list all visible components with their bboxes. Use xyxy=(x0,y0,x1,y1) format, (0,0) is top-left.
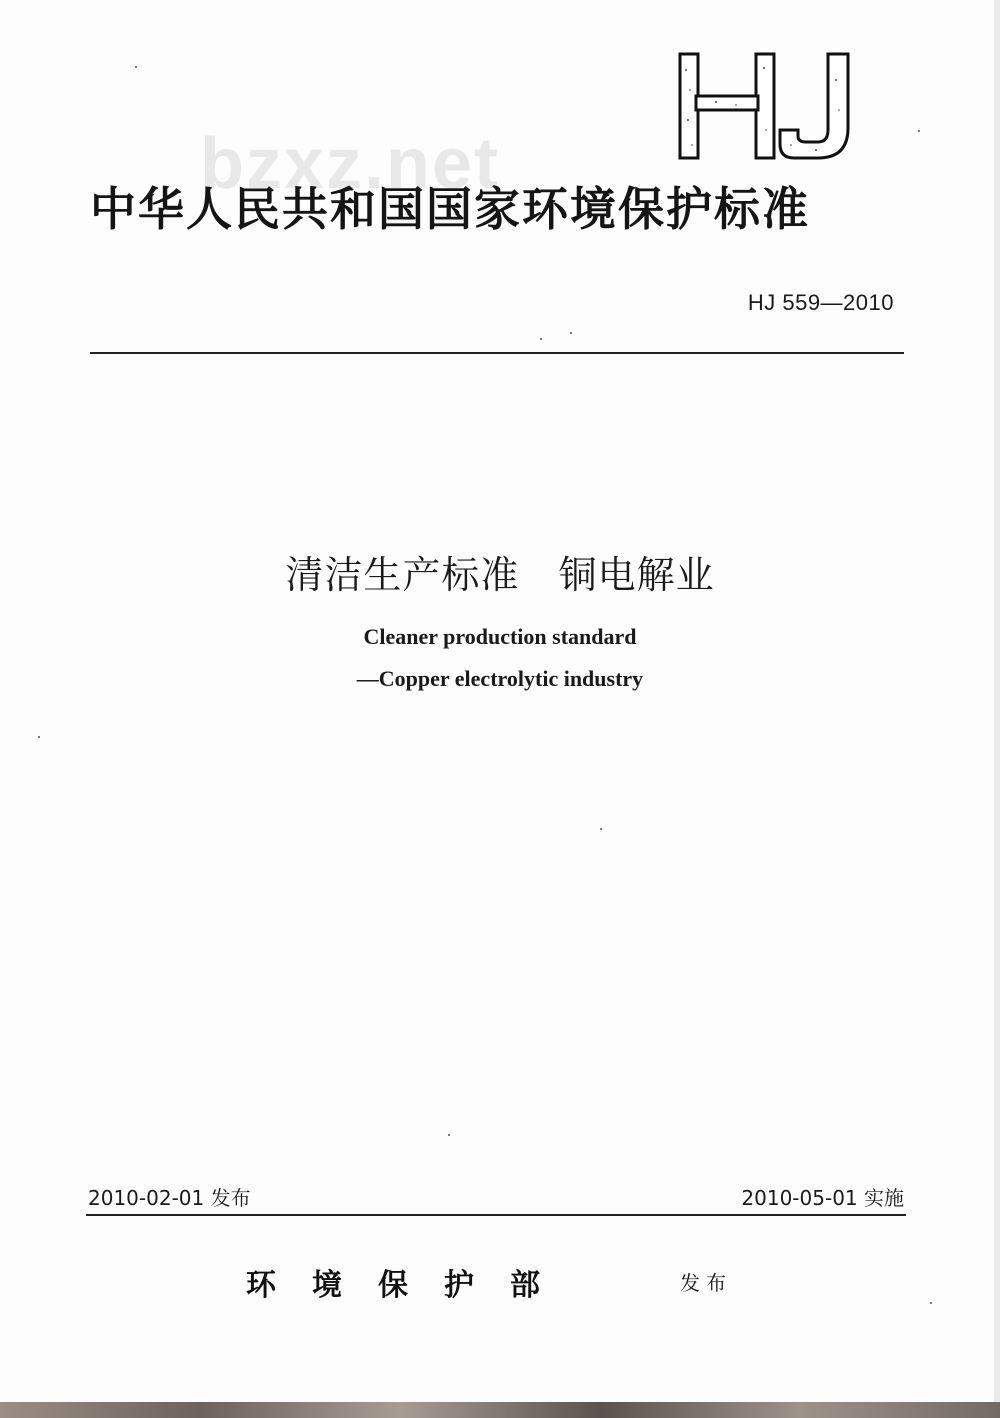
scan-speck xyxy=(448,1134,450,1136)
scan-speck xyxy=(38,736,40,738)
page-title: 中华人民共和国国家环境保护标准 xyxy=(90,182,810,236)
publisher-name: 环境保护部 xyxy=(246,1268,576,1303)
document-title-chinese: 清洁生产标准 铜电解业 xyxy=(285,553,715,597)
scan-speck xyxy=(930,1302,932,1304)
standard-number: HJ 559—2010 xyxy=(747,290,894,315)
scan-speck xyxy=(540,338,542,340)
hj-logo-glyphs xyxy=(680,54,848,158)
footer-divider xyxy=(86,1214,906,1216)
document-title-english-line2: —Copper electrolytic industry xyxy=(356,666,644,691)
scan-speck xyxy=(135,66,137,68)
publisher-suffix: 发布 xyxy=(680,1271,732,1295)
header-divider xyxy=(90,352,904,354)
issue-date: 2010-02-01 发布 xyxy=(88,1186,251,1210)
page-edge xyxy=(994,0,1000,1418)
hj-logo xyxy=(676,50,876,162)
scan-speck xyxy=(570,332,572,334)
scan-bottom-strip xyxy=(0,1402,1000,1418)
document-title-english-line1: Cleaner production standard xyxy=(363,624,637,649)
watermark: bzxz.net xyxy=(200,124,501,204)
scan-speck xyxy=(918,130,920,132)
scan-speck xyxy=(600,828,602,830)
implementation-date: 2010-05-01 实施 xyxy=(741,1186,904,1210)
